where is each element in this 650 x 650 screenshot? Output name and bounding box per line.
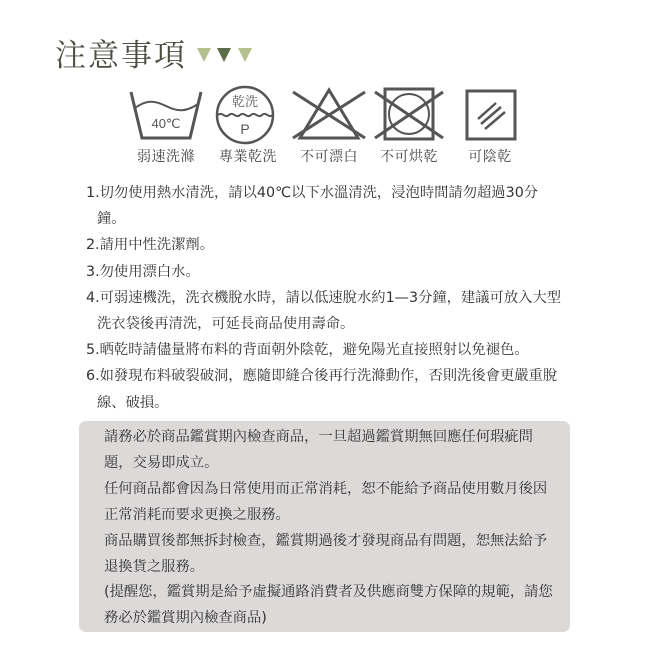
- no-tumble-dry-icon: [373, 86, 445, 142]
- svg-text:40℃: 40℃: [151, 116, 181, 131]
- notice-paragraph: 任何商品都會因為日常使用而正常消耗，恕不能給予商品使用數月後因正常消耗而要求更換之服務。: [104, 480, 548, 523]
- rule-item: 5.晒乾時請儘量將布料的背面朝外陰乾，避免陽光直接照射以免褪色。: [86, 342, 529, 359]
- dry-clean-p-icon: [213, 84, 277, 146]
- triangle-decor-icon: [197, 48, 211, 62]
- rule-item: 2.請用中性洗潔劑。: [86, 237, 215, 254]
- care-label-no-tumble-dry: 不可烘乾: [380, 149, 438, 165]
- notice-paragraph: 商品購買後都無拆封檢查，鑑賞期過後才發現商品有問題，恕無法給予退換貨之服務。: [104, 532, 548, 575]
- page-title: 注意事項: [55, 38, 187, 74]
- care-label-no-bleach: 不可漂白: [300, 149, 358, 165]
- notice-paragraph: (提醒您，鑑賞期是給予虛擬通路消費者及供應商雙方保障的規範，請您務必於鑑賞期內檢查商品): [104, 584, 553, 627]
- no-bleach-icon: [290, 86, 368, 142]
- rule-item: 3.勿使用漂白水。: [86, 263, 200, 280]
- care-label-shade-dry: 可陰乾: [468, 149, 512, 165]
- triangle-decor-icon: [217, 48, 231, 62]
- care-rules-list: [86, 180, 566, 416]
- triangle-decor-icon: [238, 48, 252, 62]
- wash-tub-40c-icon: [128, 86, 204, 142]
- shade-dry-icon: [465, 89, 517, 141]
- notice-paragraph: 請務必於商品鑑賞期內檢查商品，一旦超過鑑賞期無回應任何瑕疵問題，交易即成立。: [104, 429, 533, 471]
- svg-text:P: P: [240, 121, 250, 137]
- care-label-gentle-wash: 弱速洗滌: [137, 149, 195, 165]
- rule-item: 4.可弱速機洗，洗衣機脫水時，請以低速脫水約1—3分鐘，建議可放入大型洗衣袋後再清洗，可延長商品使用壽命。: [86, 289, 562, 333]
- svg-text:乾洗: 乾洗: [231, 95, 259, 110]
- rule-item: 6.如發現布料破裂破洞，應隨即縫合後再行洗滌動作，否則洗後會更嚴重脫線、破損。: [86, 368, 558, 411]
- care-label-dry-clean: 專業乾洗: [219, 149, 277, 165]
- inspection-notice-box: [79, 421, 570, 632]
- rule-item: 1.切勿使用熱水清洗，請以40℃以下水溫清洗，浸泡時間請勿超過30分鐘。: [86, 185, 539, 228]
